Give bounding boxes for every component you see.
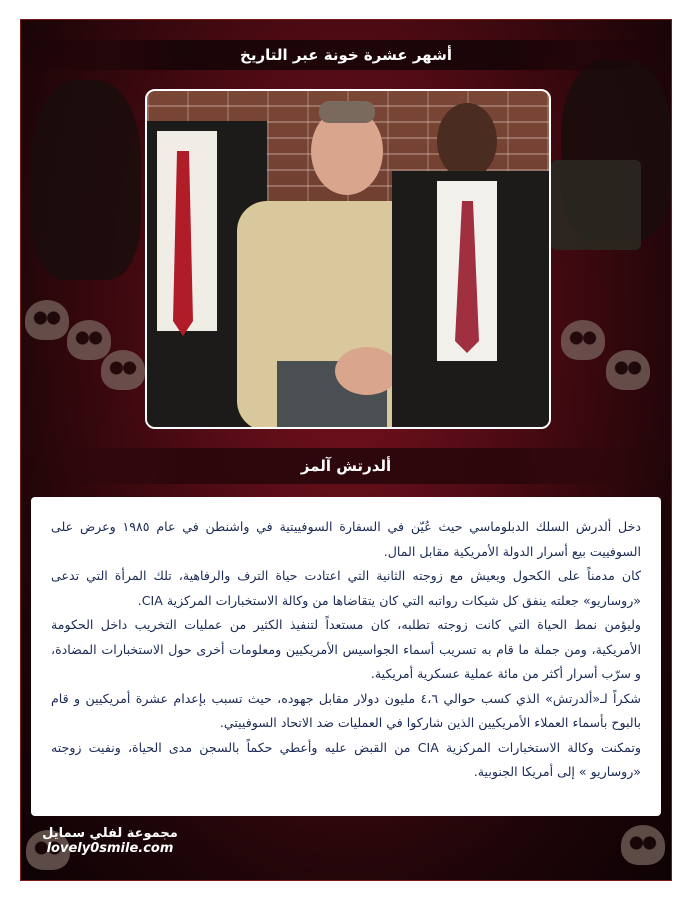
site-name-arabic: مجموعة لفلي سمايل [42,826,178,841]
skull-icon [621,825,665,865]
article-paragraph: وليؤمن نمط الحياة التي كانت زوجته تطلبه، كان مستعداً لتنفيذ الكثير من عمليات التخريب داخل الحكومة الأمريكية، ومن جملة ما قام به تسريب أسماء الجواسيس الأمريكيين ومعلومات أخرى حول الاستخبارات المضادة، و سرّب أسرار أكثر من مائة عملية عسكرية أمريكية. [51,617,641,681]
article-text-box [31,497,661,816]
main-photo [145,89,551,429]
article-paragraph: وتمكنت وكالة الاستخبارات المركزية CIA من القبض عليه وأعطي حكماً بالسجن مدى الحياة، ونفيت زوجته «روساريو » إلى أمريكا الجنوبية. [51,739,641,779]
page-frame [20,19,672,881]
background-suitcase [551,160,641,250]
title-bar [21,40,671,70]
site-url[interactable]: lovely0smile.com [46,841,174,856]
article-paragraph: كان مدمناً على الكحول ويعيش مع زوجته الثانية التي اعتادت حياة الترف والرفاهية، تلك المرأة التي تدعى «روساريو» جعلته ينفق كل شيكات رواتبه التي كان يتقاضاها من وكالة الاستخبارات المركزية CIA. [51,568,641,608]
skull-icon [25,300,69,340]
article-paragraph: دخل ألدرش السلك الدبلوماسي حيث عُيّن في السفارة السوفييتية في واشنطن في عام ١٩٨٥ وعرض على السوفييت بيع أسرار الدولة الأمريكية مقابل المال. [51,519,641,559]
skull-icon [561,320,605,360]
article-paragraph: شكراً لـ«ألدرتش» الذي كسب حوالي ٤،٦ مليون دولار مقابل جهوده، حيث تسبب بإعدام عشرة أمريكيين و قام بالبوح بأسماء العملاء الأمريكيين الذين شاركوا في العمليات ضد الاتحاد السوفييتي. [51,690,641,730]
skull-icon [606,350,650,390]
section-title-bar [21,448,671,484]
background-figure-left [31,80,141,280]
site-footer [35,826,185,856]
photo-people-illustration [147,91,549,427]
section-title: ألدرتش آلمز [300,457,392,475]
skull-icon [67,320,111,360]
skull-icon [101,350,145,390]
page-title: أشهر عشرة خونة عبر التاريخ [240,46,452,64]
